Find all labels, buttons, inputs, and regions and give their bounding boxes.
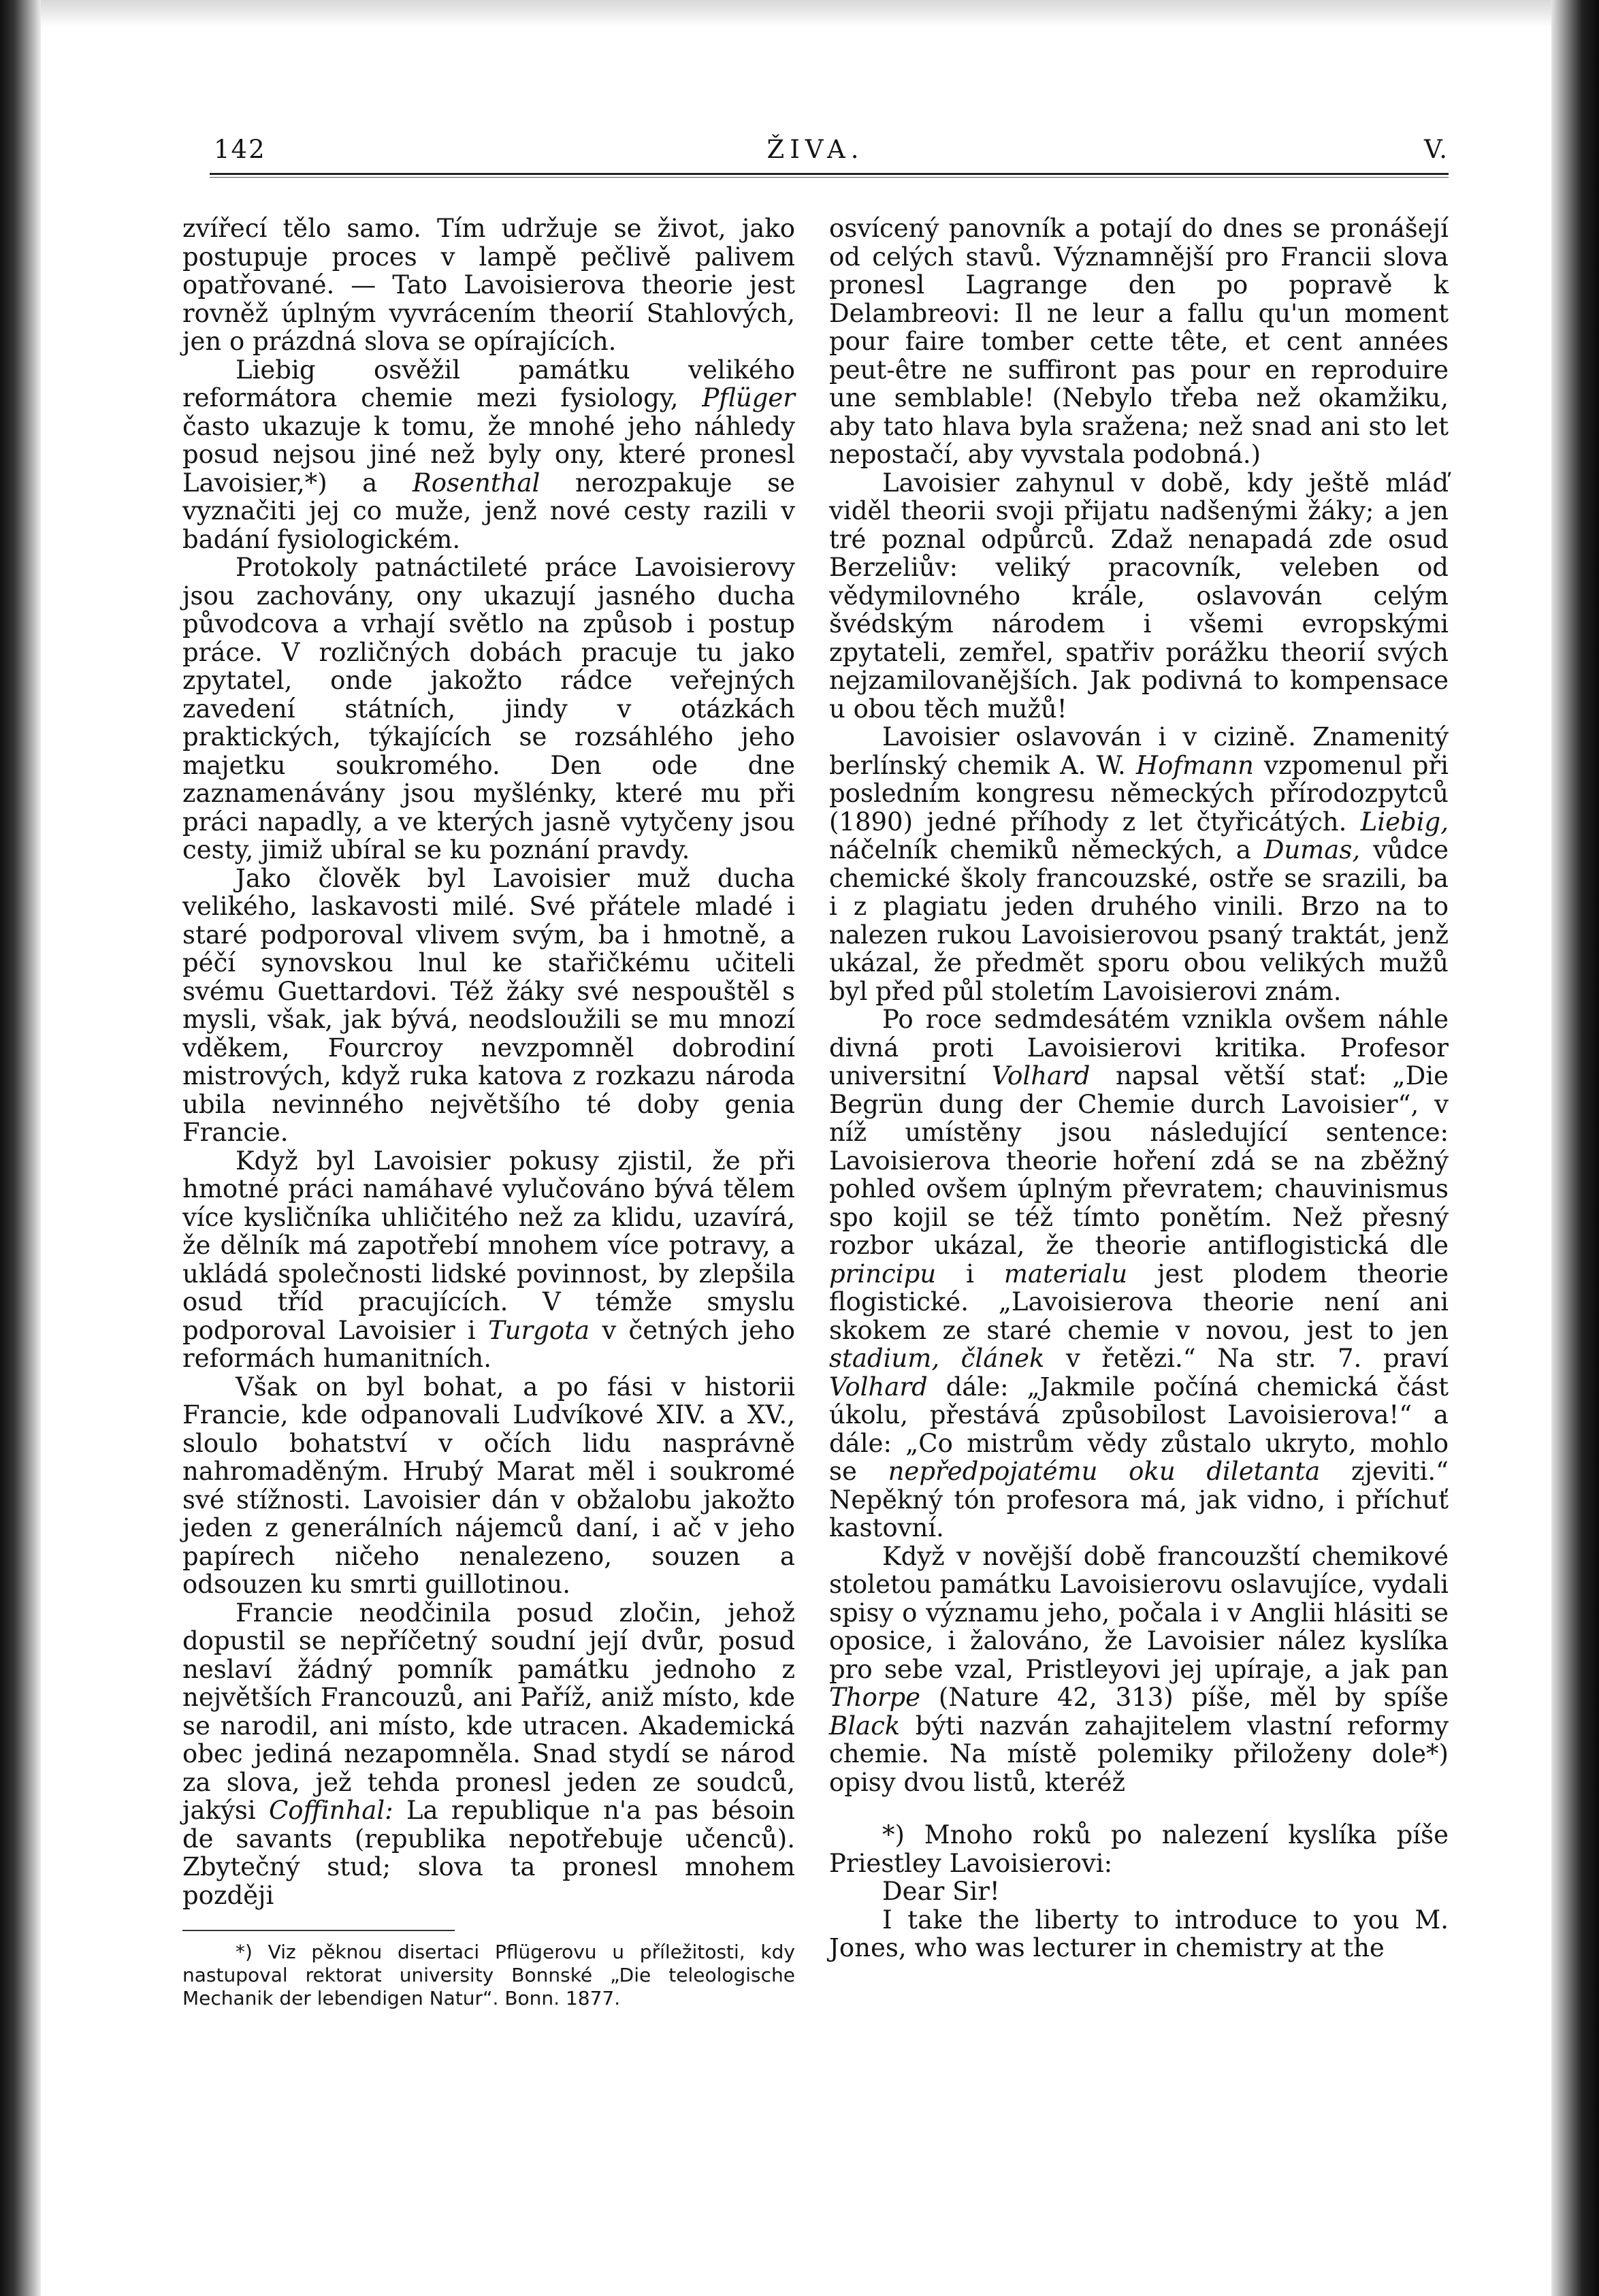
person-name: Liebig, [1360,807,1449,837]
footnote-letter [829,1821,1449,1962]
paragraph: Lavoisier oslavován i v cizině. Znamenitý berlínský chemik A. W. Hofmann vzpomenul při posledním kongresu německých přírodozpytců (1890) jedné příhody z let čtyřicátých. Liebig, náčelník chemiků německých, a Dumas, vůdce chemické školy francouzské, ostře se srazili, ba i z plagiatu jeden druhého vinili. Brzo na to nalezen rukou Lavoisierovou psaný traktát, jenž ukázal, že předmět sporu obou velikých mužů byl před půl stoletím Lavoisierovi znám. [829,722,1449,1006]
left-column [182,214,795,2010]
right-column [829,214,1449,1962]
person-name: Volhard [991,1061,1091,1090]
volume-number: V. [1423,135,1449,164]
scan-shadow-top [0,0,1599,27]
paragraph: Jako člověk byl Lavoisier muž ducha velikého, laskavosti milé. Své přátele mladé i staré podporoval vlivem svým, ba i hmotně, a péčí synovskou lnul ke stařičkému učiteli svému Guettardovi. Též žáky své nespouštěl s mysli, však, jak bývá, neodsloužili se mu mnozí vděkem, Fourcroy nevzpomněl dobrodiní mistrových, když ruka katova z rozkazu národa ubila nevinného největšího té doby genia Francie. [182,863,795,1147]
term: nepředpojatému oku diletanta [888,1457,1321,1486]
paragraph: zvířecí tělo samo. Tím udržuje se život, jako postupuje proces v lampě pečlivě palivem opatřované. — Tato Lavoisierova theorie jest rovněž úplným vyvrácením theorií Stahlových, jen o prázdná slova se opírajících. [182,214,795,356]
person-name: Pflüger [702,383,795,413]
letter-salutation: Dear Sir! [882,1877,1000,1906]
scan-shadow-right [1551,0,1599,2296]
paragraph: Když byl Lavoisier pokusy zjistil, že při hmotné práci namáhavé vylučováno bývá tělem více kysličníka uhličitého než za klidu, uzavírá, že dělník má zapotřebí mnohem více potravy, a ukládá společnosti lidské povinnost, by zlepšila osud tříd pracujících. V témže smyslu podporoval Lavoisier i Turgota v četných jeho reformách humanitních. [182,1146,795,1373]
person-name: Thorpe [829,1683,921,1712]
paragraph: Lavoisier zahynul v době, kdy ještě mláď viděl theorii svoji přijatu nadšenými žáky; a jen tré poznal odpůrců. Zdaž nenapadá zde osud Berzeliův: veliký pracovník, veleben od vědymilovného krále, oslavován celým švédským národem i všemi evropskými zpytateli, zemřel, spatřiv porážku theorií svých nejzamilovanějších. Jak podivná to kompensace u obou těch mužů! [829,468,1449,724]
footnote-separator [182,1930,455,1931]
journal-title: ŽIVA. [766,135,865,164]
term: materialu [1003,1259,1128,1289]
footnote: *) Viz pěknou disertaci Pflügerovu u příležitosti, kdy nastupoval rektorat university Bonnské „Die teleologische Mechanik der lebendigen Natur“. Bonn. 1877. [182,1941,795,2009]
letter-body: I take the liberty to introduce to you M. Jones, who was lecturer in chemistry at the [829,1905,1449,1962]
paragraph: Však on byl bohat, a po fási v historii Francie, kde odpanovali Ludvíkové XIV. a XV., sloulo bohatství v očích lidu nasprávně nahromaděným. Hrubý Marat měl i soukromé své stížnosti. Lavoisier dán v obžalobu jakožto jeden z generálních nájemců daní, i ač v jeho papírech ničeho nenalezeno, souzen a odsouzen ku smrti guillotinou. [182,1372,795,1599]
person-name: Coffinhal: [269,1796,393,1825]
person-name: Hofmann [1135,750,1254,780]
footnote-intro: *) Mnoho roků po nalezení kyslíka píše Priestley Lavoisierovi: [829,1820,1449,1878]
person-name: Black [829,1711,901,1741]
term: stadium, článek [829,1344,1045,1373]
person-name: Rosenthal [412,468,540,498]
paragraph: osvícený panovník a potají do dnes se pronášejí od celých stavů. Významnější pro Francii slova pronesl Lagrange den po popravě k Delambreovi: Il ne leur a fallu qu'un moment pour faire tomber cette tête, et cent années peut-être ne suffiront pas pour en reproduire une semblable! (Nebylo třeba než okamžiku, aby tato hlava byla sražena; než snad ani sto let nepostačí, aby vyvstala podobná.) [829,214,1449,469]
paragraph: Když v novější době francouzští chemikové stoletou památku Lavoisierovu oslavujíce, vydali spisy o významu jeho, počala i v Anglii hlásiti se oposice, i žalováno, že Lavoisier nález kyslíka pro sebe vzal, Pristleyovi jej upíraje, a jak pan Thorpe (Nature 42, 313) píše, měl by spíše Black býti nazván zahajitelem vlastní reformy chemie. Na místě polemiky přiloženy dole*) opisy dvou listů, kteréž [829,1541,1449,1797]
paragraph: Francie neodčinila posud zločin, jehož dopustil se nepříčetný soudní její dvůr, posud neslaví žádný pomník památku jednoho z největších Francouzů, ani Paříž, aniž místo, kde se narodil, ani místo, kde utracen. Akademická obec jediná nezapomněla. Snad stydí se národ za slova, jež tehda pronesl jeden ze soudců, jakýsi Coffinhal: La republique n'a pas bésoin de savants (republika nepotřebuje učenců). Zbytečný stud; slova ta pronesl mnohem později [182,1598,795,1910]
person-name: Turgota [488,1315,590,1345]
journal-page [182,129,1449,2226]
paragraph: Liebig osvěžil památku velikého reformátora chemie mezi fysiology, Pflüger často ukazuje k tomu, že mnohé jeho náhledy posud nejsou jiné než byly ony, které pronesl Lavoisier,*) a Rosenthal nerozpakuje se vyznačiti jej co muže, jenž nové cesty razili v badání fysiologickém. [182,355,795,554]
term: principu [829,1259,937,1289]
running-header [182,129,1449,177]
paragraph: Protokoly patnáctileté práce Lavoisierovy jsou zachovány, ony ukazují jasného ducha původcova a vrhají světlo na způsob i postup práce. V rozličných dobách pracuje tu jako zpytatel, onde jakožto rádce veřejných zavedení státních, jindy v otázkách praktických, týkajících se rozsáhlého jeho majetku soukromého. Den ode dne zaznamenávány jsou myšlénky, které mu při práci napadly, a ve kterých jasně vytyčeny jsou cesty, jimiž ubíral se ku poznání pravdy. [182,553,795,864]
header-rule [210,173,1449,178]
scan-shadow-left [0,0,41,2296]
person-name: Volhard [829,1372,928,1402]
person-name: Dumas, [1263,835,1361,864]
paragraph: Po roce sedmdesátém vznikla ovšem náhle divná proti Lavoisierovi kritika. Profesor universitní Volhard napsal větší stať: „Die Begrün dung der Chemie durch Lavoisier“, v níž umístěny jsou následující sentence: Lavoisierova theorie hoření zdá se na zběžný pohled ovšem úplným převratem; chauvinismus spo kojil se též tímto ponětím. Než přesný rozbor ukázal, že theorie antiflogistická dle principu i materialu jest plodem theorie flogistické. „Lavoisierova theorie není ani skokem ze staré chemie v novou, jest to jen stadium, článek v řetězi.“ Na str. 7. praví Volhard dále: „Jakmile počíná chemická část úkolu, přestává způsobilost Lavoisierova!“ a dále: „Co mistrům vědy zůstalo ukryto, mohlo se nepředpojatému oku diletanta zjeviti.“ Nepěkný tón profesora má, jak vidno, i příchuť kastovní. [829,1005,1449,1542]
page-number: 142 [214,135,266,164]
